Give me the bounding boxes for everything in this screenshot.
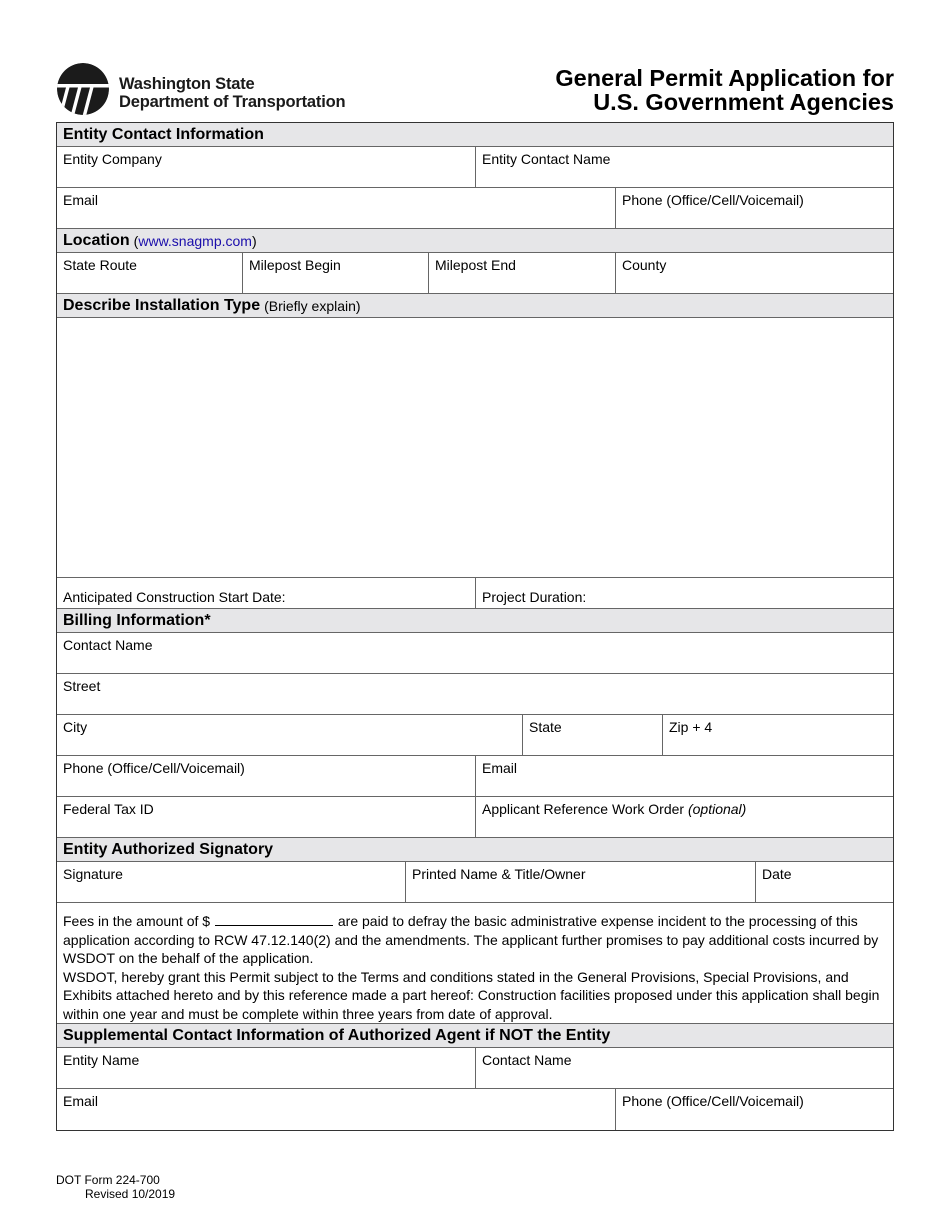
billing-heading: Billing Information* (57, 609, 893, 633)
permit-form (56, 122, 894, 1131)
location-row (57, 253, 893, 294)
start-date-field[interactable]: Anticipated Construction Start Date: (57, 578, 476, 608)
signatory-heading: Entity Authorized Signatory (57, 838, 893, 862)
work-order-label: Applicant Reference Work Order (482, 801, 685, 817)
page-title (555, 66, 894, 114)
billing-row-phone (57, 756, 893, 797)
entity-row-1 (57, 147, 893, 188)
paren-open: ( (133, 232, 139, 249)
signature-date-field[interactable]: Date (762, 866, 792, 882)
title-line1: General Permit Application for (555, 65, 894, 91)
supplemental-email-field[interactable]: Email (57, 1089, 616, 1130)
supplemental-row-2 (57, 1089, 893, 1130)
billing-state-field[interactable]: State (523, 715, 663, 755)
billing-street-field[interactable]: Street (63, 678, 101, 694)
work-order-optional: (optional) (687, 801, 747, 817)
fees-text-2: are paid to defray the basic administrative expense incident to the processing of this application according to RCW 47.12.140(2) and the amendments. The applicant further promises to pay additional costs incurred by WSDOT on the behalf of the application. (63, 913, 879, 967)
supplemental-phone-field[interactable]: Phone (Office/Cell/Voicemail) (622, 1093, 804, 1109)
fees-statement (57, 903, 893, 1024)
location-heading (57, 229, 893, 253)
agency-line1: Washington State (119, 75, 255, 93)
entity-company-field[interactable]: Entity Company (57, 147, 476, 187)
wsdot-logo-icon (56, 62, 110, 116)
billing-email-field[interactable]: Email (482, 760, 518, 776)
snagmp-link[interactable]: www.snagmp.com (138, 232, 252, 249)
billing-zip-field[interactable]: Zip + 4 (669, 719, 713, 735)
schedule-row (57, 578, 893, 609)
billing-row-street (57, 674, 893, 715)
location-link-wrap (134, 233, 257, 249)
billing-row-contact (57, 633, 893, 674)
entity-email-field[interactable]: Email (57, 188, 616, 228)
supplemental-row-1 (57, 1048, 893, 1089)
supplemental-contact-name-field[interactable]: Contact Name (482, 1052, 572, 1068)
entity-contact-heading: Entity Contact Information (57, 123, 893, 147)
form-revision: Revised 10/2019 (85, 1187, 176, 1201)
installation-heading (57, 294, 893, 318)
milepost-end-field[interactable]: Milepost End (429, 253, 616, 293)
agency-name (119, 75, 345, 111)
installation-heading-text: Describe Installation Type (63, 296, 261, 314)
fees-paragraph-2: WSDOT, hereby grant this Permit subject to the Terms and conditions stated in the General Provisions, Special Provisions, and Exhibits attached hereto and by this reference made a part hereof: Construction facilities proposed under this application shall begin within one year and must be complete within three years from date of approval. (63, 968, 880, 1022)
billing-city-field[interactable]: City (57, 715, 523, 755)
supplemental-heading: Supplemental Contact Information of Authorized Agent if NOT the Entity (57, 1024, 893, 1048)
work-order-field[interactable] (476, 797, 893, 837)
billing-contact-name-field[interactable]: Contact Name (63, 637, 153, 653)
county-field[interactable]: County (622, 257, 667, 273)
fees-paragraph-1 (63, 912, 887, 968)
form-footer (56, 1173, 175, 1201)
printed-name-field[interactable]: Printed Name & Title/Owner (406, 862, 756, 902)
location-heading-text: Location (63, 231, 130, 249)
form-number: DOT Form 224-700 (56, 1173, 160, 1187)
installation-description-area[interactable] (57, 318, 893, 578)
entity-row-2 (57, 188, 893, 229)
wsdot-logo (56, 62, 374, 116)
signature-field[interactable]: Signature (57, 862, 406, 902)
billing-phone-field[interactable]: Phone (Office/Cell/Voicemail) (57, 756, 476, 796)
title-line2: U.S. Government Agencies (593, 89, 894, 115)
fee-amount-blank[interactable] (215, 912, 333, 926)
paren-close: ) (251, 232, 257, 249)
fees-text-1: Fees in the amount of $ (63, 913, 211, 929)
installation-note: (Briefly explain) (264, 297, 361, 314)
billing-row-tax (57, 797, 893, 838)
entity-phone-field[interactable]: Phone (Office/Cell/Voicemail) (622, 192, 804, 208)
agency-line2: Department of Transportation (119, 93, 346, 111)
supplemental-entity-name-field[interactable]: Entity Name (57, 1048, 476, 1088)
project-duration-field[interactable]: Project Duration: (482, 589, 587, 605)
milepost-begin-field[interactable]: Milepost Begin (243, 253, 429, 293)
state-route-field[interactable]: State Route (57, 253, 243, 293)
billing-row-city (57, 715, 893, 756)
signatory-row (57, 862, 893, 903)
entity-contact-name-field[interactable]: Entity Contact Name (482, 151, 611, 167)
federal-tax-id-field[interactable]: Federal Tax ID (57, 797, 476, 837)
